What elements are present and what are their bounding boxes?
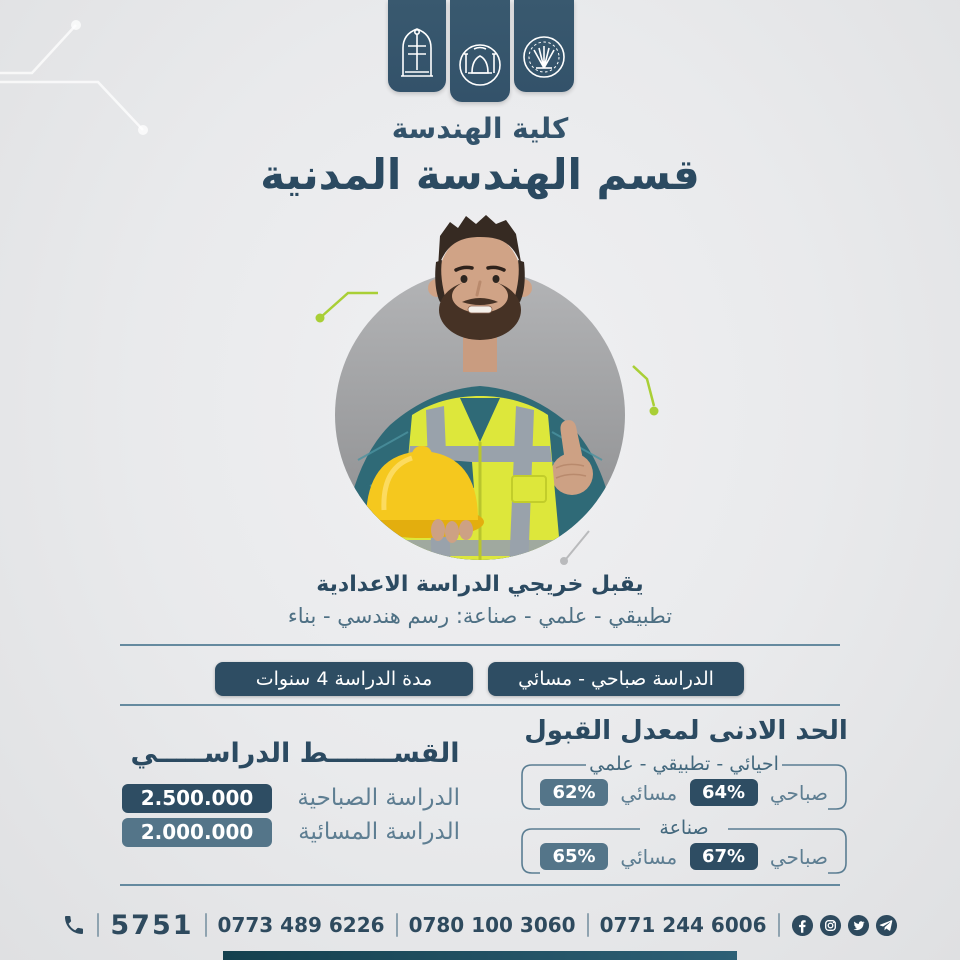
morning-rate-badge: 64% [690, 779, 758, 806]
separator [396, 913, 398, 937]
department-title: قسم الهندسة المدنية [260, 150, 700, 199]
college-emblem-logo-icon [397, 26, 437, 80]
group-label: احيائي - تطبيقي - علمي [589, 753, 779, 775]
acceptance-title: الحد الادنى لمعدل القبول [524, 716, 848, 746]
logo-ribbon [388, 0, 446, 92]
ministry-seal-logo-icon [521, 34, 567, 80]
separator [97, 913, 99, 937]
admission-heading: يقبل خريجي الدراسة الاعدادية [316, 572, 644, 597]
social-icons [791, 914, 898, 937]
tuition-amount-badge: 2.000.000 [122, 818, 272, 847]
twitter-icon[interactable] [847, 914, 870, 937]
college-title: كلية الهندسة [391, 112, 569, 145]
footer-contact-bar [0, 906, 960, 944]
facebook-icon[interactable] [791, 914, 814, 937]
separator [587, 913, 589, 937]
engineer-photo [300, 210, 660, 575]
tuition-title: القســـــــط الدراســـــي [130, 738, 460, 769]
divider [120, 704, 840, 706]
group-rates-row [514, 843, 854, 870]
telegram-icon[interactable] [875, 914, 898, 937]
tuition-row-label: الدراسة الصباحية [297, 785, 460, 811]
logo-ribbon [514, 0, 574, 92]
tuition-amount-badge: 2.500.000 [122, 784, 272, 813]
group-label: صناعة [659, 817, 709, 839]
phone-number: 0773 489 6226 [217, 913, 385, 937]
morning-label: صباحي [769, 780, 828, 805]
study-time-pill[interactable]: الدراسة صباحي - مسائي [488, 662, 744, 696]
divider [120, 644, 840, 646]
bottom-accent-bar [223, 951, 737, 960]
holy-shrine-logo-icon [457, 40, 503, 90]
separator [205, 913, 207, 937]
phone-icon [62, 913, 86, 937]
evening-rate-badge: 62% [540, 779, 608, 806]
separator [778, 913, 780, 937]
tuition-row-label: الدراسة المسائية [298, 819, 460, 845]
tuition-row [122, 817, 460, 847]
phone-number: 0771 244 6006 [599, 913, 767, 937]
evening-label: مسائي [620, 844, 678, 869]
short-phone-number: 5751 [110, 909, 194, 941]
study-duration-pill[interactable]: مدة الدراسة 4 سنوات [215, 662, 473, 696]
tuition-row [122, 783, 460, 813]
morning-label: صباحي [769, 844, 828, 869]
instagram-icon[interactable] [819, 914, 842, 937]
acceptance-group [514, 817, 854, 877]
acceptance-group [514, 753, 854, 813]
divider [120, 884, 840, 886]
logo-ribbon [450, 0, 510, 102]
evening-rate-badge: 65% [540, 843, 608, 870]
morning-rate-badge: 67% [690, 843, 758, 870]
phone-number: 0780 100 3060 [408, 913, 576, 937]
group-rates-row [514, 779, 854, 806]
admission-branches: تطبيقي - علمي - صناعة: رسم هندسي - بناء [287, 604, 673, 628]
evening-label: مسائي [620, 780, 678, 805]
header-logo-ribbons [388, 0, 574, 102]
